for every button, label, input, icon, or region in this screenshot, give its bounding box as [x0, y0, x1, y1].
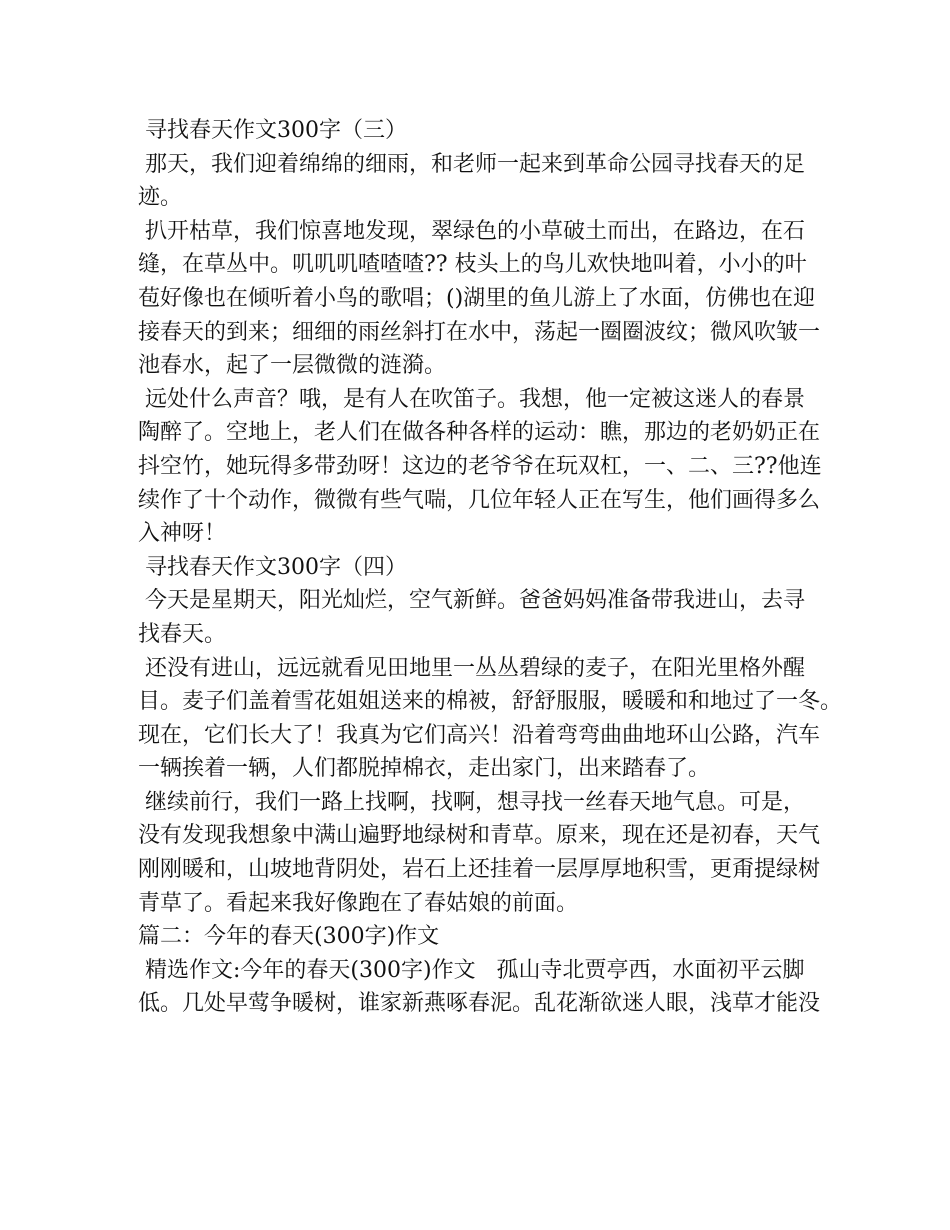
text-line: 刚刚暖和，山坡地背阴处，岩石上还挂着一层厚厚地积雪，更甭提绿树: [138, 857, 821, 883]
text-line: 接春天的到来；细细的雨丝斜打在水中，荡起一圈圈波纹；微风吹皱一: [138, 319, 821, 345]
text-line: 陶醉了。空地上，老人们在做各种各样的运动：瞧，那边的老奶奶正在: [138, 420, 821, 446]
text-line: 续作了十个动作，微微有些气喘，几位年轻人正在写生，他们画得多么: [138, 487, 821, 513]
section-heading-4: 寻找春天作文300字（四）: [138, 554, 407, 580]
text-line: 继续前行，我们一路上找啊，找啊，想寻找一丝春天地气息。可是，: [138, 789, 805, 815]
document-body: [138, 114, 843, 1021]
text-line: 现在，它们长大了！我真为它们高兴！沿着弯弯曲曲地环山公路，汽车: [138, 722, 821, 748]
text-line: 今天是星期天，阳光灿烂，空气新鲜。爸爸妈妈准备带我进山，去寻: [138, 588, 805, 614]
section-heading-3: 寻找春天作文300字（三）: [138, 118, 407, 143]
text-line: 迹。: [138, 185, 183, 211]
text-line: 低。几处早莺争暖树，谁家新燕啄春泥。乱花渐欲迷人眼，浅草才能没: [138, 991, 821, 1017]
text-line: 那天，我们迎着绵绵的细雨，和老师一起来到革命公园寻找春天的足: [138, 151, 805, 177]
chapter-heading: 篇二：今年的春天(300字)作文: [138, 924, 440, 950]
text-line: 缝，在草丛中。叽叽叽喳喳喳?? 枝头上的鸟儿欢快地叫着，小小的叶: [138, 252, 807, 278]
text-line: 找春天。: [138, 621, 227, 647]
text-line: 抖空竹，她玩得多带劲呀！这边的老爷爷在玩双杠，一、二、三??他连: [138, 453, 822, 479]
text-line: 远处什么声音？哦，是有人在吹笛子。我想，他一定被这迷人的春景: [138, 386, 805, 412]
text-line: 没有发现我想象中满山遍野地绿树和青草。原来，现在还是初春，天气: [138, 823, 821, 849]
text-line: 青草了。看起来我好像跑在了春姑娘的前面。: [138, 890, 579, 916]
text-line: 入神呀！: [138, 521, 227, 547]
text-line: 苞好像也在倾听着小鸟的歌唱；()湖里的鱼儿游上了水面，仿佛也在迎: [138, 285, 816, 311]
text-line: 精选作文:今年的春天(300字)作文 孤山寺北贾亭西，水面初平云脚: [138, 957, 805, 983]
text-line: 目。麦子们盖着雪花姐姐送来的棉被，舒舒服服，暖暖和和地过了一冬。: [138, 689, 843, 715]
text-line: 一辆挨着一辆，人们都脱掉棉衣，走出家门，出来踏春了。: [138, 756, 711, 782]
text-line: 池春水，起了一层微微的涟漪。: [138, 353, 447, 379]
text-line: 还没有进山，远远就看见田地里一丛丛碧绿的麦子，在阳光里格外醒: [138, 655, 805, 681]
text-line: 扒开枯草，我们惊喜地发现，翠绿色的小草破土而出，在路边，在石: [138, 218, 805, 244]
